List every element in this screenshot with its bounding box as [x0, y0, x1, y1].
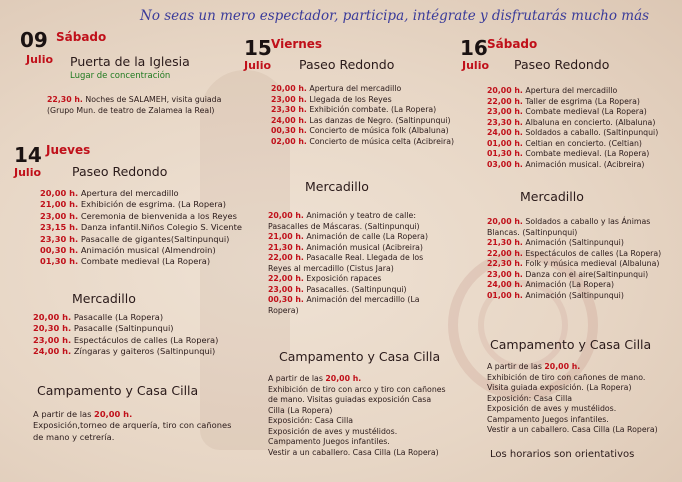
list-item: 01,00 h. Animación (Saltinpunqui)	[487, 290, 624, 300]
list-item: 21,30 h. Animación musical (Acibreira)	[268, 242, 423, 252]
list-item: 23,00 h. Llegada de los Reyes	[271, 94, 392, 104]
paseo-heading: Paseo Redondo	[72, 164, 168, 179]
campamento-heading: Campamento y Casa Cilla	[490, 337, 652, 352]
paseo-heading: Paseo Redondo	[299, 57, 395, 72]
mercadillo-heading: Mercadillo	[520, 189, 584, 204]
month-15: Julio	[244, 59, 272, 72]
list-item: 23,00 h. Combate medieval (La Ropera)	[487, 107, 647, 116]
list-item: 22,00 h. Espectáculos de calles (La Ropera)	[487, 248, 662, 258]
night-text: Noches de SALAMEH, visita guiada	[85, 95, 222, 104]
month-14: Julio	[14, 166, 42, 179]
list-item: 23,30 h. Exhibición combate. (La Ropera)	[271, 105, 437, 114]
list-item: 00,30 h. Concierto de música folk (Albaluna)	[271, 126, 449, 135]
paseo-list	[271, 84, 454, 147]
list-item: 23,00 h. Ceremonia de bienvenida a los Reyes	[40, 210, 237, 221]
list-item: 21,30 h. Animación (Saltinpunqui)	[487, 238, 624, 247]
mercadillo-list	[33, 312, 218, 358]
mercadillo-heading: Mercadillo	[305, 179, 369, 194]
day-name-16: Sábado	[487, 37, 538, 51]
schedule-note: Los horarios son orientativos	[490, 449, 635, 460]
place-title: Puerta de la Iglesia	[70, 54, 190, 69]
meeting-point: Lugar de concentración	[70, 71, 171, 81]
list-item: 23,30 h. Pasacalle de gigantes(Saltinpunqui)	[40, 233, 230, 244]
day-number-14: 14	[14, 143, 42, 167]
day-name-09: Sábado	[56, 30, 107, 44]
paseo-list	[40, 188, 242, 268]
list-item: 24,00 h. Las danzas de Negro. (Saltinpunqui)	[271, 115, 451, 125]
campamento-heading: Campamento y Casa Cilla	[279, 349, 441, 364]
list-item: 20,00 h. Soldados a caballo y las Ánimas Blancas. (Saltinpunqui)	[487, 217, 651, 237]
night-time: 22,30 h.	[47, 95, 83, 104]
list-item: 24,00 h. Animación (La Ropera)	[487, 280, 615, 289]
list-item: 20,00 h. Apertura del mercadillo	[40, 188, 179, 198]
mercadillo-list	[487, 217, 667, 301]
list-item: 01,00 h. Celtian en concierto. (Celtian)	[487, 138, 642, 148]
mercadillo-heading: Mercadillo	[72, 291, 136, 306]
day-name-14: Jueves	[46, 143, 91, 157]
month-16: Julio	[462, 59, 490, 72]
campamento-text: A partir de las 20,00 h. Exposición,torneo de arquería, tiro con cañones de mano y cetrería.	[33, 409, 232, 442]
mercadillo-list	[268, 211, 443, 316]
list-item: 23,00 h. Espectáculos de calles (La Ropera)	[33, 334, 219, 345]
list-item: 20,00 h. Apertura del mercadillo	[487, 86, 618, 95]
list-item: 24,00 h. Zíngaras y gaiteros (Saltinpunqui)	[33, 346, 216, 357]
campamento-text: A partir de las 20,00 h. Exhibición de tiro con cañones de mano. Visita guiada exposición. (La Ropera) Exposición: Casa Cilla Exposición de aves y mustélidos. Campamento Juegos infantiles. Vestir a un caballero. Casa Cilla (La Ropera)	[487, 362, 658, 434]
list-item: 23,00 h. Danza con el aire(Saltinpunqui)	[487, 269, 649, 279]
list-item: 20,00 h. Pasacalle (La Ropera)	[33, 312, 164, 322]
list-item: 21,00 h. Exhibición de esgrima. (La Ropera)	[40, 199, 226, 210]
list-item: 22,30 h. Folk y música medieval (Albaluna)	[487, 259, 660, 268]
list-item: 03,00 h. Animación musical. (Acibreira)	[487, 159, 645, 169]
campamento-heading: Campamento y Casa Cilla	[37, 383, 199, 398]
list-item: 00,30 h. Animación musical (Almendroin)	[40, 245, 216, 256]
list-item: 22,00 h. Exposición rapaces	[268, 274, 382, 283]
list-item: 20,30 h. Pasacalle (Saltinpunqui)	[33, 323, 174, 334]
month-09: Julio	[26, 53, 54, 66]
list-item: 20,00 h. Apertura del mercadillo	[271, 84, 402, 93]
day-number-16: 16	[460, 36, 488, 60]
list-item: 24,00 h. Soldados a caballo. (Saltinpunqui)	[487, 128, 659, 137]
list-item: 23,15 h. Danza infantil.Niños Colegio S. Vicente	[40, 222, 242, 233]
list-item: 23,00 h. Pasacalles. (Saltinpunqui)	[268, 284, 407, 294]
list-item: 02,00 h. Concierto de música celta (Acibreira)	[271, 136, 455, 146]
day-name-15: Viernes	[271, 37, 323, 51]
list-item: 20,00 h. Animación y teatro de calle: Pasacalles de Máscaras. (Saltinpunqui)	[268, 211, 420, 231]
day-number-15: 15	[244, 36, 272, 60]
list-item: 21,00 h. Animación de calle (La Ropera)	[268, 232, 428, 241]
day-number-09: 09	[20, 28, 48, 52]
list-item: 22,00 h. Taller de esgrima (La Ropera)	[487, 96, 640, 106]
paseo-heading: Paseo Redondo	[514, 57, 610, 72]
slogan: No seas un mero espectador, participa, intégrate y disfrutarás mucho más	[140, 8, 650, 24]
list-item: 01,30 h. Combate medieval. (La Ropera)	[487, 149, 650, 158]
paseo-list	[487, 86, 658, 170]
night-event	[47, 95, 221, 116]
list-item: 23,30 h. Albaluna en concierto. (Albaluna)	[487, 117, 656, 127]
list-item: 22,00 h. Pasacalle Real. Llegada de los Reyes al mercadillo (Cistus Jara)	[268, 253, 424, 273]
list-item: 00,30 h. Animación del mercadillo (La Ropera)	[268, 295, 420, 315]
list-item: 01,30 h. Combate medieval (La Ropera)	[40, 256, 211, 267]
campamento-text: A partir de las 20,00 h. Exhibición de tiro con arco y tiro con cañones de mano. Visitas guiadas exposición Casa Cilla (La Ropera) Exposición: Casa Cilla Exposición de aves y mustélidos. Campamento Juegos infantiles. Vestir a un caballero. Casa Cilla (La Ropera)	[268, 374, 446, 457]
night-text-2: (Grupo Mun. de teatro de Zalamea la Real)	[47, 105, 215, 115]
